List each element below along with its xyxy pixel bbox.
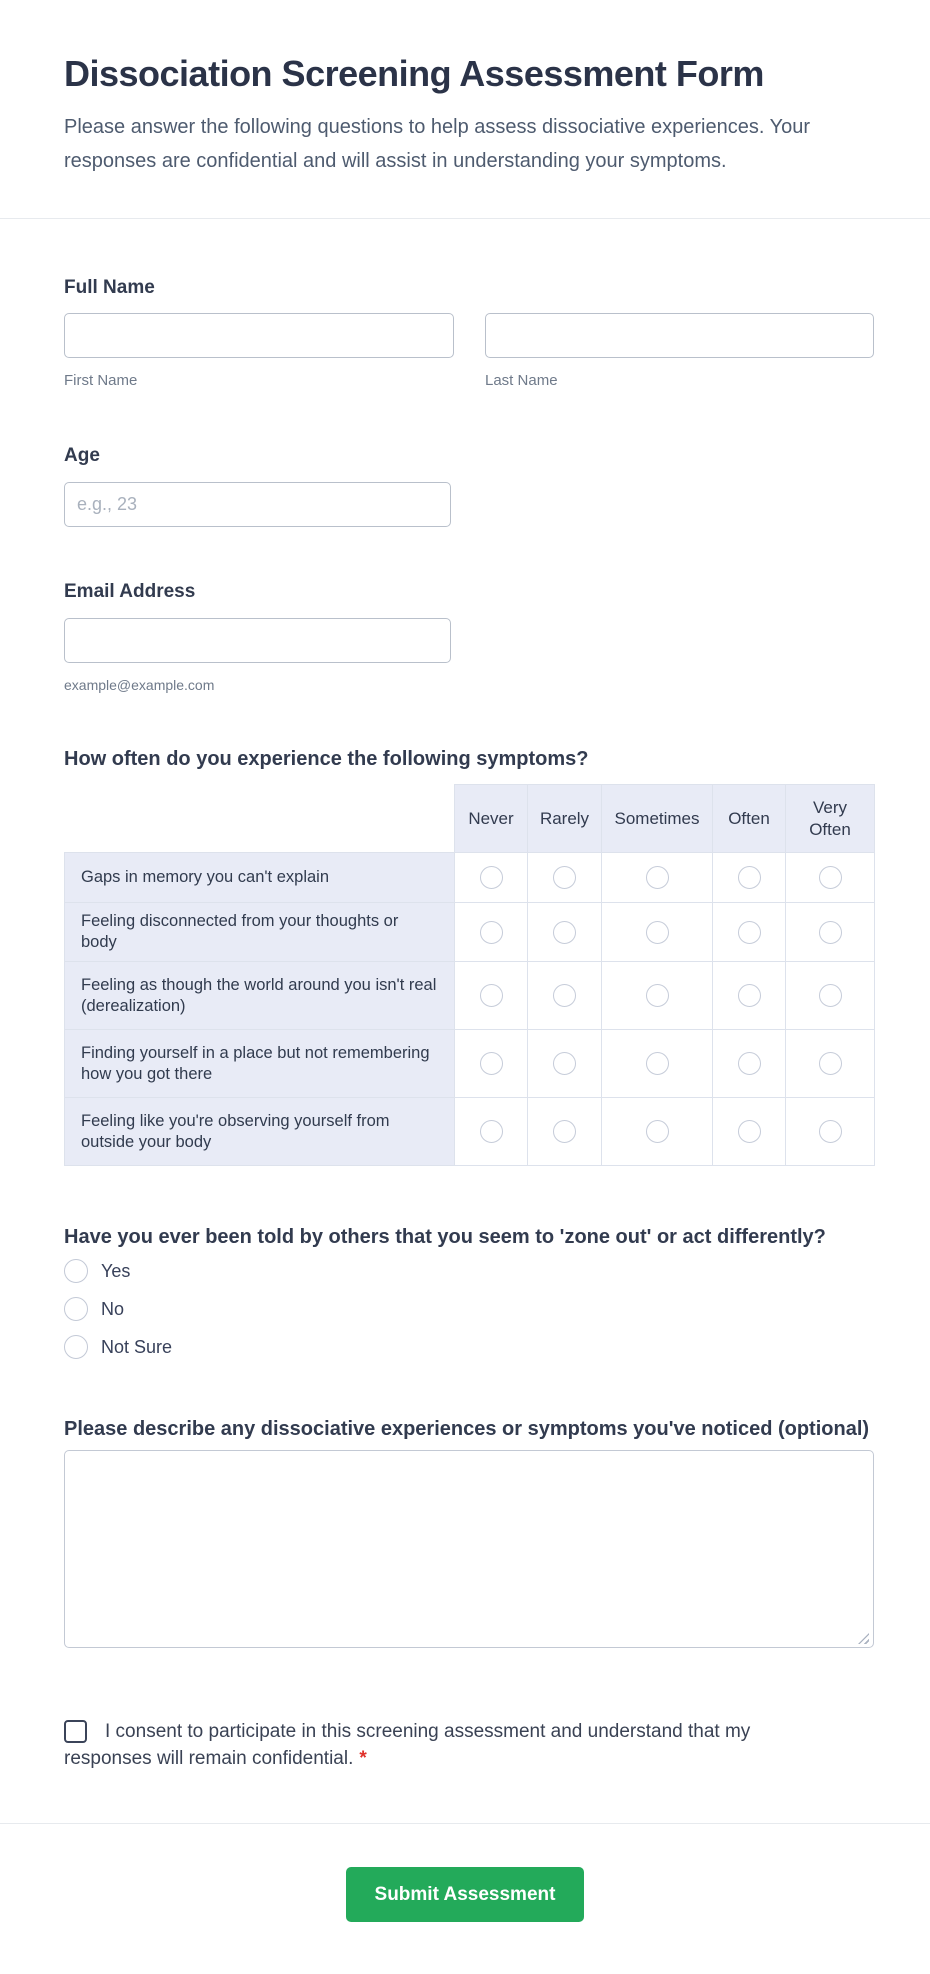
- matrix-row: [65, 1030, 875, 1098]
- form-subtitle: Please answer the following questions to help assess dissociative experiences. Your responses are confidential and will assist in understanding your symptoms.: [64, 116, 810, 172]
- matrix-radio-r2c2[interactable]: [553, 921, 576, 944]
- matrix-radio-r5c1[interactable]: [480, 1120, 503, 1143]
- full-name-label: Full Name: [64, 277, 155, 298]
- matrix-radio-r2c1[interactable]: [480, 921, 503, 944]
- matrix-radio-r1c5[interactable]: [819, 866, 842, 889]
- field-symptom-matrix: [64, 747, 874, 1166]
- matrix-radio-r4c5[interactable]: [819, 1052, 842, 1075]
- field-full-name: [64, 276, 874, 390]
- field-describe: [64, 1417, 874, 1653]
- matrix-row-label: Feeling disconnected from your thoughts or body: [65, 903, 455, 962]
- matrix-radio-r1c3[interactable]: [646, 866, 669, 889]
- matrix-row: [65, 1098, 875, 1166]
- field-email: [64, 580, 874, 694]
- symptom-matrix-table: [64, 784, 875, 1166]
- first-name-input[interactable]: [64, 313, 454, 358]
- matrix-col-rarely: Rarely: [528, 785, 602, 853]
- matrix-radio-r5c3[interactable]: [646, 1120, 669, 1143]
- matrix-corner-cell: [65, 785, 455, 853]
- form-body: [0, 276, 930, 1772]
- email-input[interactable]: [64, 618, 451, 663]
- field-zone-out: [64, 1225, 874, 1362]
- last-name-input[interactable]: [485, 313, 874, 358]
- radio-option-yes[interactable]: [64, 1256, 874, 1286]
- matrix-row: [65, 962, 875, 1030]
- email-sublabel: example@example.com: [64, 677, 215, 693]
- describe-textarea[interactable]: [64, 1450, 874, 1648]
- matrix-row-label: Feeling as though the world around you isn't real (derealization): [65, 962, 455, 1030]
- matrix-radio-r1c4[interactable]: [738, 866, 761, 889]
- matrix-row: [65, 853, 875, 903]
- matrix-radio-r2c4[interactable]: [738, 921, 761, 944]
- matrix-row-label: Feeling like you're observing yourself from outside your body: [65, 1098, 455, 1166]
- required-asterisk: *: [359, 1748, 367, 1769]
- matrix-radio-r4c4[interactable]: [738, 1052, 761, 1075]
- consent-checkbox[interactable]: [64, 1720, 87, 1743]
- matrix-label: How often do you experience the following symptoms?: [64, 748, 589, 770]
- field-age: [64, 444, 874, 527]
- matrix-row-label: Gaps in memory you can't explain: [65, 853, 455, 903]
- matrix-col-never: Never: [455, 785, 528, 853]
- first-name-sublabel: First Name: [64, 372, 138, 389]
- describe-label: Please describe any dissociative experiences or symptoms you've noticed (optional): [64, 1418, 870, 1440]
- matrix-radio-r1c1[interactable]: [480, 866, 503, 889]
- yes-radio[interactable]: [64, 1259, 88, 1283]
- age-input[interactable]: [64, 482, 451, 527]
- form-footer: [0, 1824, 930, 1974]
- page-title: Dissociation Screening Assessment Form: [64, 53, 764, 94]
- matrix-radio-r3c4[interactable]: [738, 984, 761, 1007]
- matrix-col-sometimes: Sometimes: [602, 785, 713, 853]
- matrix-radio-r5c2[interactable]: [553, 1120, 576, 1143]
- zone-out-label: Have you ever been told by others that you seem to 'zone out' or act differently?: [64, 1226, 826, 1248]
- not-sure-radio[interactable]: [64, 1335, 88, 1359]
- matrix-radio-r2c3[interactable]: [646, 921, 669, 944]
- email-label: Email Address: [64, 581, 196, 602]
- matrix-radio-r2c5[interactable]: [819, 921, 842, 944]
- matrix-col-often: Often: [713, 785, 786, 853]
- matrix-header-row: [65, 785, 875, 853]
- matrix-radio-r4c1[interactable]: [480, 1052, 503, 1075]
- matrix-radio-r3c1[interactable]: [480, 984, 503, 1007]
- matrix-radio-r3c3[interactable]: [646, 984, 669, 1007]
- matrix-radio-r4c3[interactable]: [646, 1052, 669, 1075]
- field-consent: [64, 1718, 874, 1772]
- not-sure-radio-label: Not Sure: [101, 1336, 173, 1357]
- matrix-radio-r3c5[interactable]: [819, 984, 842, 1007]
- last-name-sublabel: Last Name: [485, 372, 558, 389]
- matrix-radio-r5c5[interactable]: [819, 1120, 842, 1143]
- matrix-radio-r1c2[interactable]: [553, 866, 576, 889]
- no-radio[interactable]: [64, 1297, 88, 1321]
- form-header: [0, 0, 930, 219]
- radio-option-not-sure[interactable]: [64, 1332, 874, 1362]
- matrix-row: [65, 903, 875, 962]
- matrix-radio-r3c2[interactable]: [553, 984, 576, 1007]
- no-radio-label: No: [101, 1298, 125, 1319]
- age-label: Age: [64, 445, 100, 466]
- matrix-col-very-often: Very Often: [786, 785, 875, 853]
- matrix-row-label: Finding yourself in a place but not remembering how you got there: [65, 1030, 455, 1098]
- consent-label: I consent to participate in this screening assessment and understand that my responses will remain confidential.: [64, 1721, 751, 1769]
- matrix-radio-r4c2[interactable]: [553, 1052, 576, 1075]
- submit-button[interactable]: Submit Assessment: [346, 1867, 585, 1922]
- radio-option-no[interactable]: [64, 1294, 874, 1324]
- yes-radio-label: Yes: [101, 1260, 131, 1281]
- matrix-radio-r5c4[interactable]: [738, 1120, 761, 1143]
